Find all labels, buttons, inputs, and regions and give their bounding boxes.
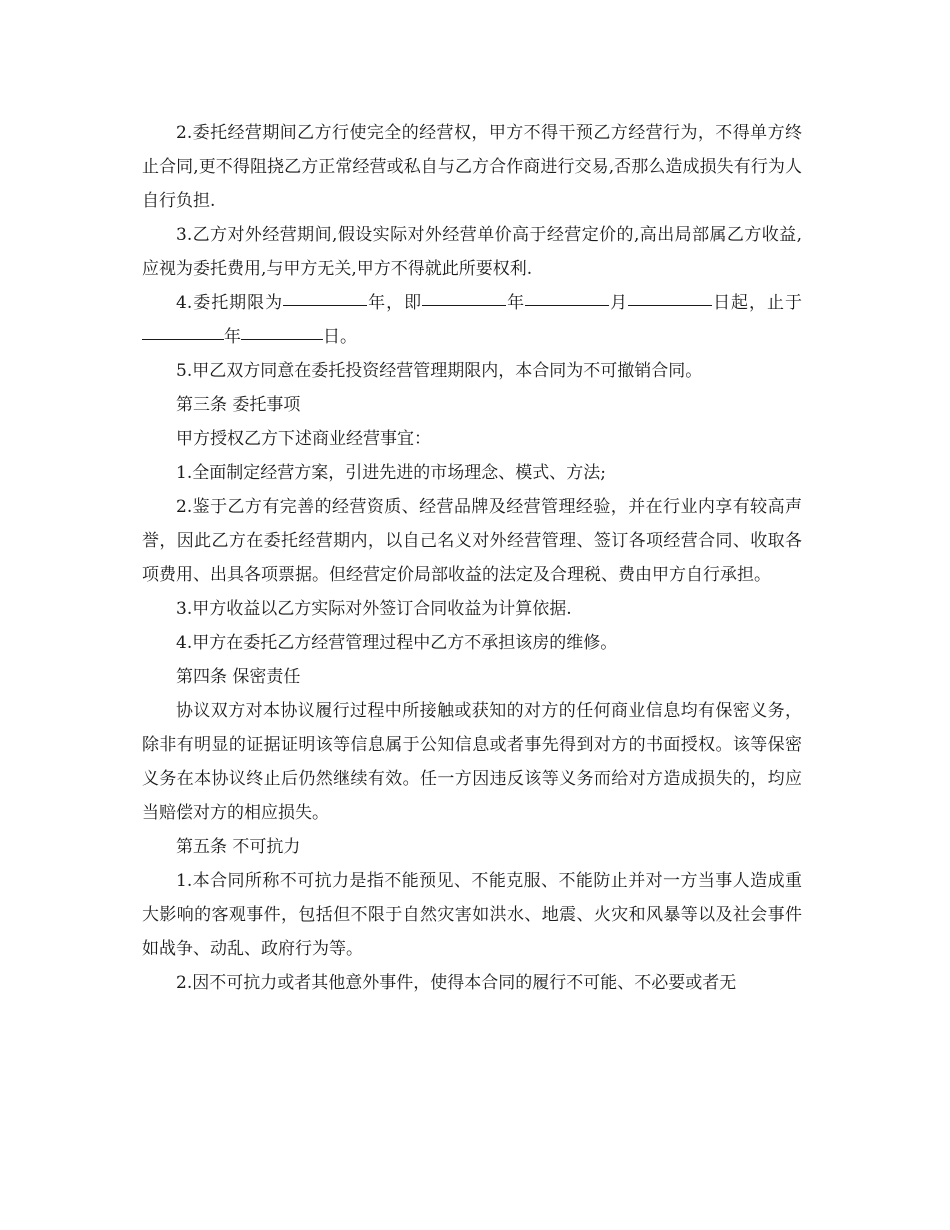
clause-2-4-year2: 年 <box>506 293 526 313</box>
article-4-title: 第四条 保密责任 <box>176 667 301 687</box>
clause-5-2: 2.因不可抗力或者其他意外事件，使得本合同的履行不可能、不必要或者无 <box>176 973 737 993</box>
clause-2-5: 5.甲乙双方同意在委托投资经营管理期限内，本合同为不可撤销合同。 <box>176 361 703 381</box>
blank-line <box>525 304 609 306</box>
clause-5-1: 1.本合同所称不可抗力是指不能预见、不能克服、不能防止并对一方当事人造成重大影响的客观事件，包括但不限于自然灾害如洪水、地震、火灾和风暴等以及社会事件如战争、动乱、政府行为等。 <box>142 871 802 959</box>
clause-2-4-year3: 年 <box>224 327 241 347</box>
blank-line <box>283 304 367 306</box>
clause-3-2: 2.鉴于乙方有完善的经营资质、经营品牌及经营管理经验，并在行业内享有较高声誉，因此乙方在委托经营期内，以自己名义对外经营管理、签订各项经营合同、收取各项费用、出具各项票据。但经营定价局部收益的法定及合理税、费由甲方自行承担。 <box>142 497 802 585</box>
clause-2-2: 2.委托经营期间乙方行使完全的经营权，甲方不得干预乙方经营行为，不得单方终止合同,更不得阻挠乙方正常经营或私自与乙方合作商进行交易,否那么造成损失有行为人自行负担. <box>142 123 802 211</box>
clause-3-1: 1.全面制定经营方案，引进先进的市场理念、模式、方法; <box>176 463 606 483</box>
article-3-title: 第三条 委托事项 <box>176 395 301 415</box>
blank-line <box>142 338 224 340</box>
document-body <box>142 116 802 1000</box>
clause-2-3: 3.乙方对外经营期间,假设实际对外经营单价高于经营定价的,高出局部属乙方收益,应视为委托费用,与甲方无关,甲方不得就此所要权利. <box>142 225 802 279</box>
clause-2-4-day-to: 日。 <box>323 327 357 347</box>
blank-line <box>241 338 323 340</box>
clause-3-3: 3.甲方收益以乙方实际对外签订合同收益为计算依据. <box>176 599 572 619</box>
article-3-intro: 甲方授权乙方下述商业经营事宜： <box>176 429 431 449</box>
clause-2-4-year1: 年，即 <box>367 293 423 313</box>
clause-2-4 <box>142 286 802 354</box>
clause-2-4-prefix: 4.委托期限为 <box>176 293 284 313</box>
blank-line <box>422 304 506 306</box>
blank-line <box>628 304 712 306</box>
article-5-title: 第五条 不可抗力 <box>176 837 301 857</box>
article-4-body: 协议双方对本协议履行过程中所接触或获知的对方的任何商业信息均有保密义务，除非有明显的证据证明该等信息属于公知信息或者事先得到对方的书面授权。该等保密义务在本协议终止后仍然继续有效。任一方因违反该等义务而给对方造成损失的，均应当赔偿对方的相应损失。 <box>142 701 802 823</box>
clause-3-4: 4.甲方在委托乙方经营管理过程中乙方不承担该房的维修。 <box>176 633 618 653</box>
clause-2-4-day-from: 日起，止于 <box>712 293 803 313</box>
clause-2-4-month: 月 <box>609 293 629 313</box>
